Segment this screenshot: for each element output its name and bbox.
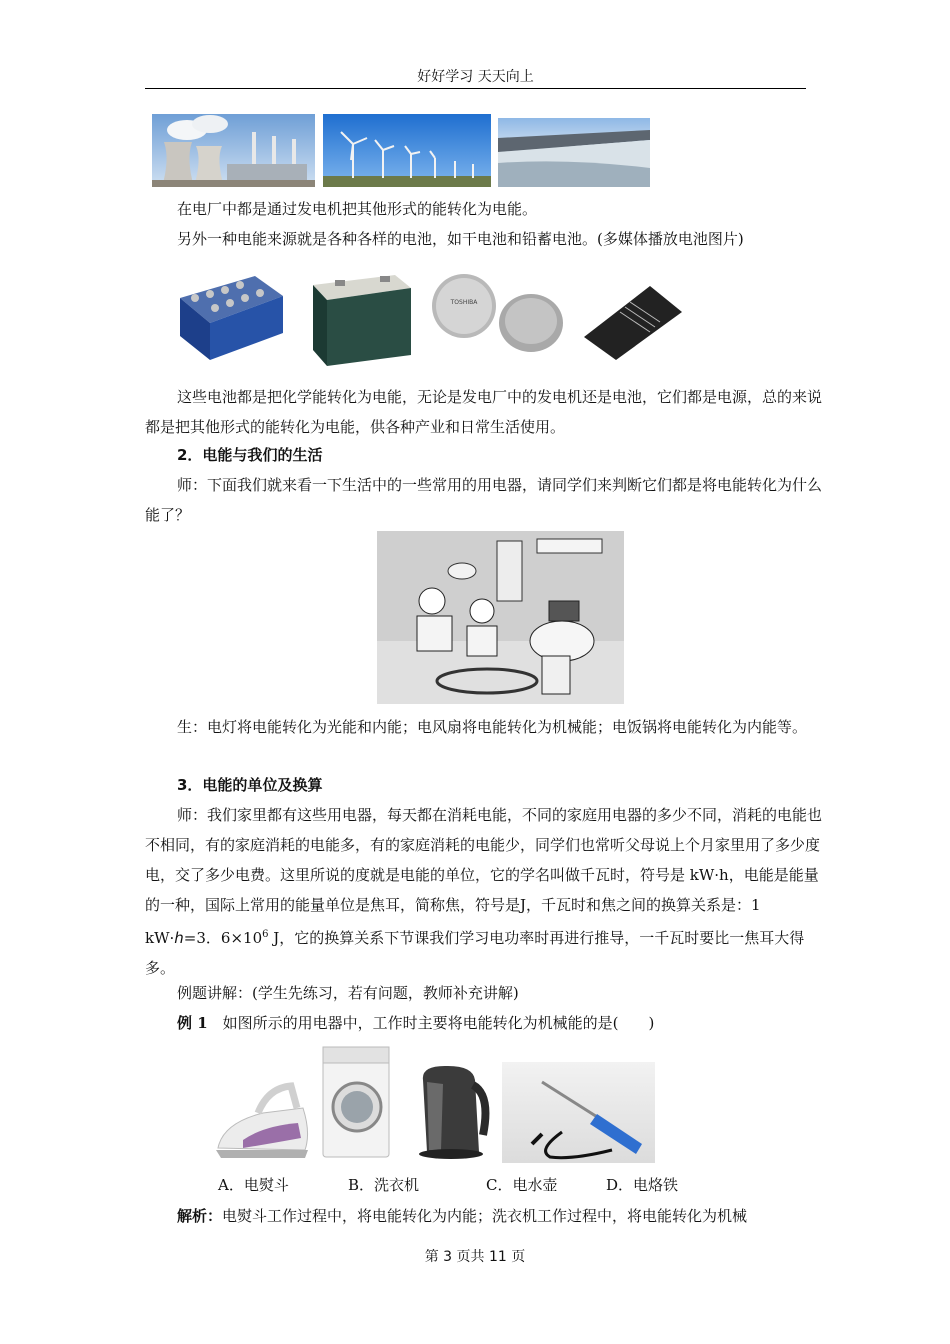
- option-b: B．洗衣机: [348, 1176, 420, 1194]
- paragraph: 师：下面我们就来看一下生活中的一些常用的用电器，请同学们来判断它们都是将电能转化为什么能了？: [145, 476, 823, 524]
- option-d: D．电烙铁: [606, 1176, 679, 1194]
- lead-acid-battery-image: [305, 270, 415, 368]
- electric-iron-image: [213, 1078, 313, 1163]
- answer-options: [218, 1172, 678, 1198]
- hydro-dam-image: [498, 118, 650, 187]
- page-footer: 第 3 页共 11 页: [424, 1249, 526, 1265]
- header-divider: [145, 88, 806, 89]
- thermal-power-plant-image: [152, 114, 315, 187]
- paragraph: 生：电灯将电能转化为光能和内能；电风扇将电能转化为机械能；电饭锅将电能转化为内能等。: [177, 718, 808, 736]
- paragraph: 在电厂中都是通过发电机把其他形式的能转化为电能。: [177, 200, 538, 218]
- paragraph: 师：我们家里都有这些用电器，每天都在消耗电能，不同的家庭用电器的多少不同，消耗的电能也不相同，有的家庭消耗的电能多，有的家庭消耗的电能少，同学们也常听父母说上个月家里用了多少度电，交了多少电费。这里所说的度就是电能的单位，它的学名叫做千瓦时，符号是 kW·h，电能是能量的一种，国际上常用的能量单位是焦耳，简称焦，符号是J，千瓦时和焦之间的换算关系是：1 kW·h=3．$6\times 10^6$ J，它的换算关系下节课我们学习电功率时再进行推导，一千瓦时要比一焦耳大得多。: [145, 806, 823, 977]
- paragraph: 这些电池都是把化学能转化为电能，无论是发电厂中的发电机还是电池，它们都是电源，总的来说都是把其他形式的能转化为电能，供各种产业和日常生活使用。: [145, 388, 823, 436]
- paragraph: 另外一种电能来源就是各种各样的电池，如干电池和铅蓄电池。(多媒体播放电池图片): [177, 230, 744, 248]
- option-a: A．电熨斗: [218, 1176, 289, 1194]
- example-question: 例 1 如图所示的用电器中，工作时主要将电能转化为机械能的是( ): [177, 1014, 655, 1032]
- wind-farm-image: [323, 114, 491, 187]
- coin-cell-battery-back-image: [497, 292, 565, 354]
- battery-pack-image: [175, 268, 285, 363]
- soldering-iron-image: [502, 1062, 655, 1163]
- answer-analysis: 解析：电熨斗工作过程中，将电能转化为内能；洗衣机工作过程中，将电能转化为机械: [177, 1207, 748, 1225]
- living-room-illustration: [377, 531, 624, 704]
- washing-machine-image: [321, 1045, 393, 1160]
- section-heading: 2．电能与我们的生活: [177, 446, 323, 464]
- coin-cell-battery-image: [430, 272, 500, 342]
- phone-battery-image: [580, 282, 685, 362]
- page-header: 好好学习 天天向上: [417, 69, 534, 85]
- option-c: C．电水壶: [486, 1176, 558, 1194]
- paragraph: 例题讲解：(学生先练习，若有问题，教师补充讲解): [177, 984, 519, 1002]
- svg-text:TOSHIBA: TOSHIBA: [450, 299, 478, 306]
- electric-kettle-image: [413, 1060, 493, 1160]
- section-heading: 3．电能的单位及换算: [177, 776, 323, 794]
